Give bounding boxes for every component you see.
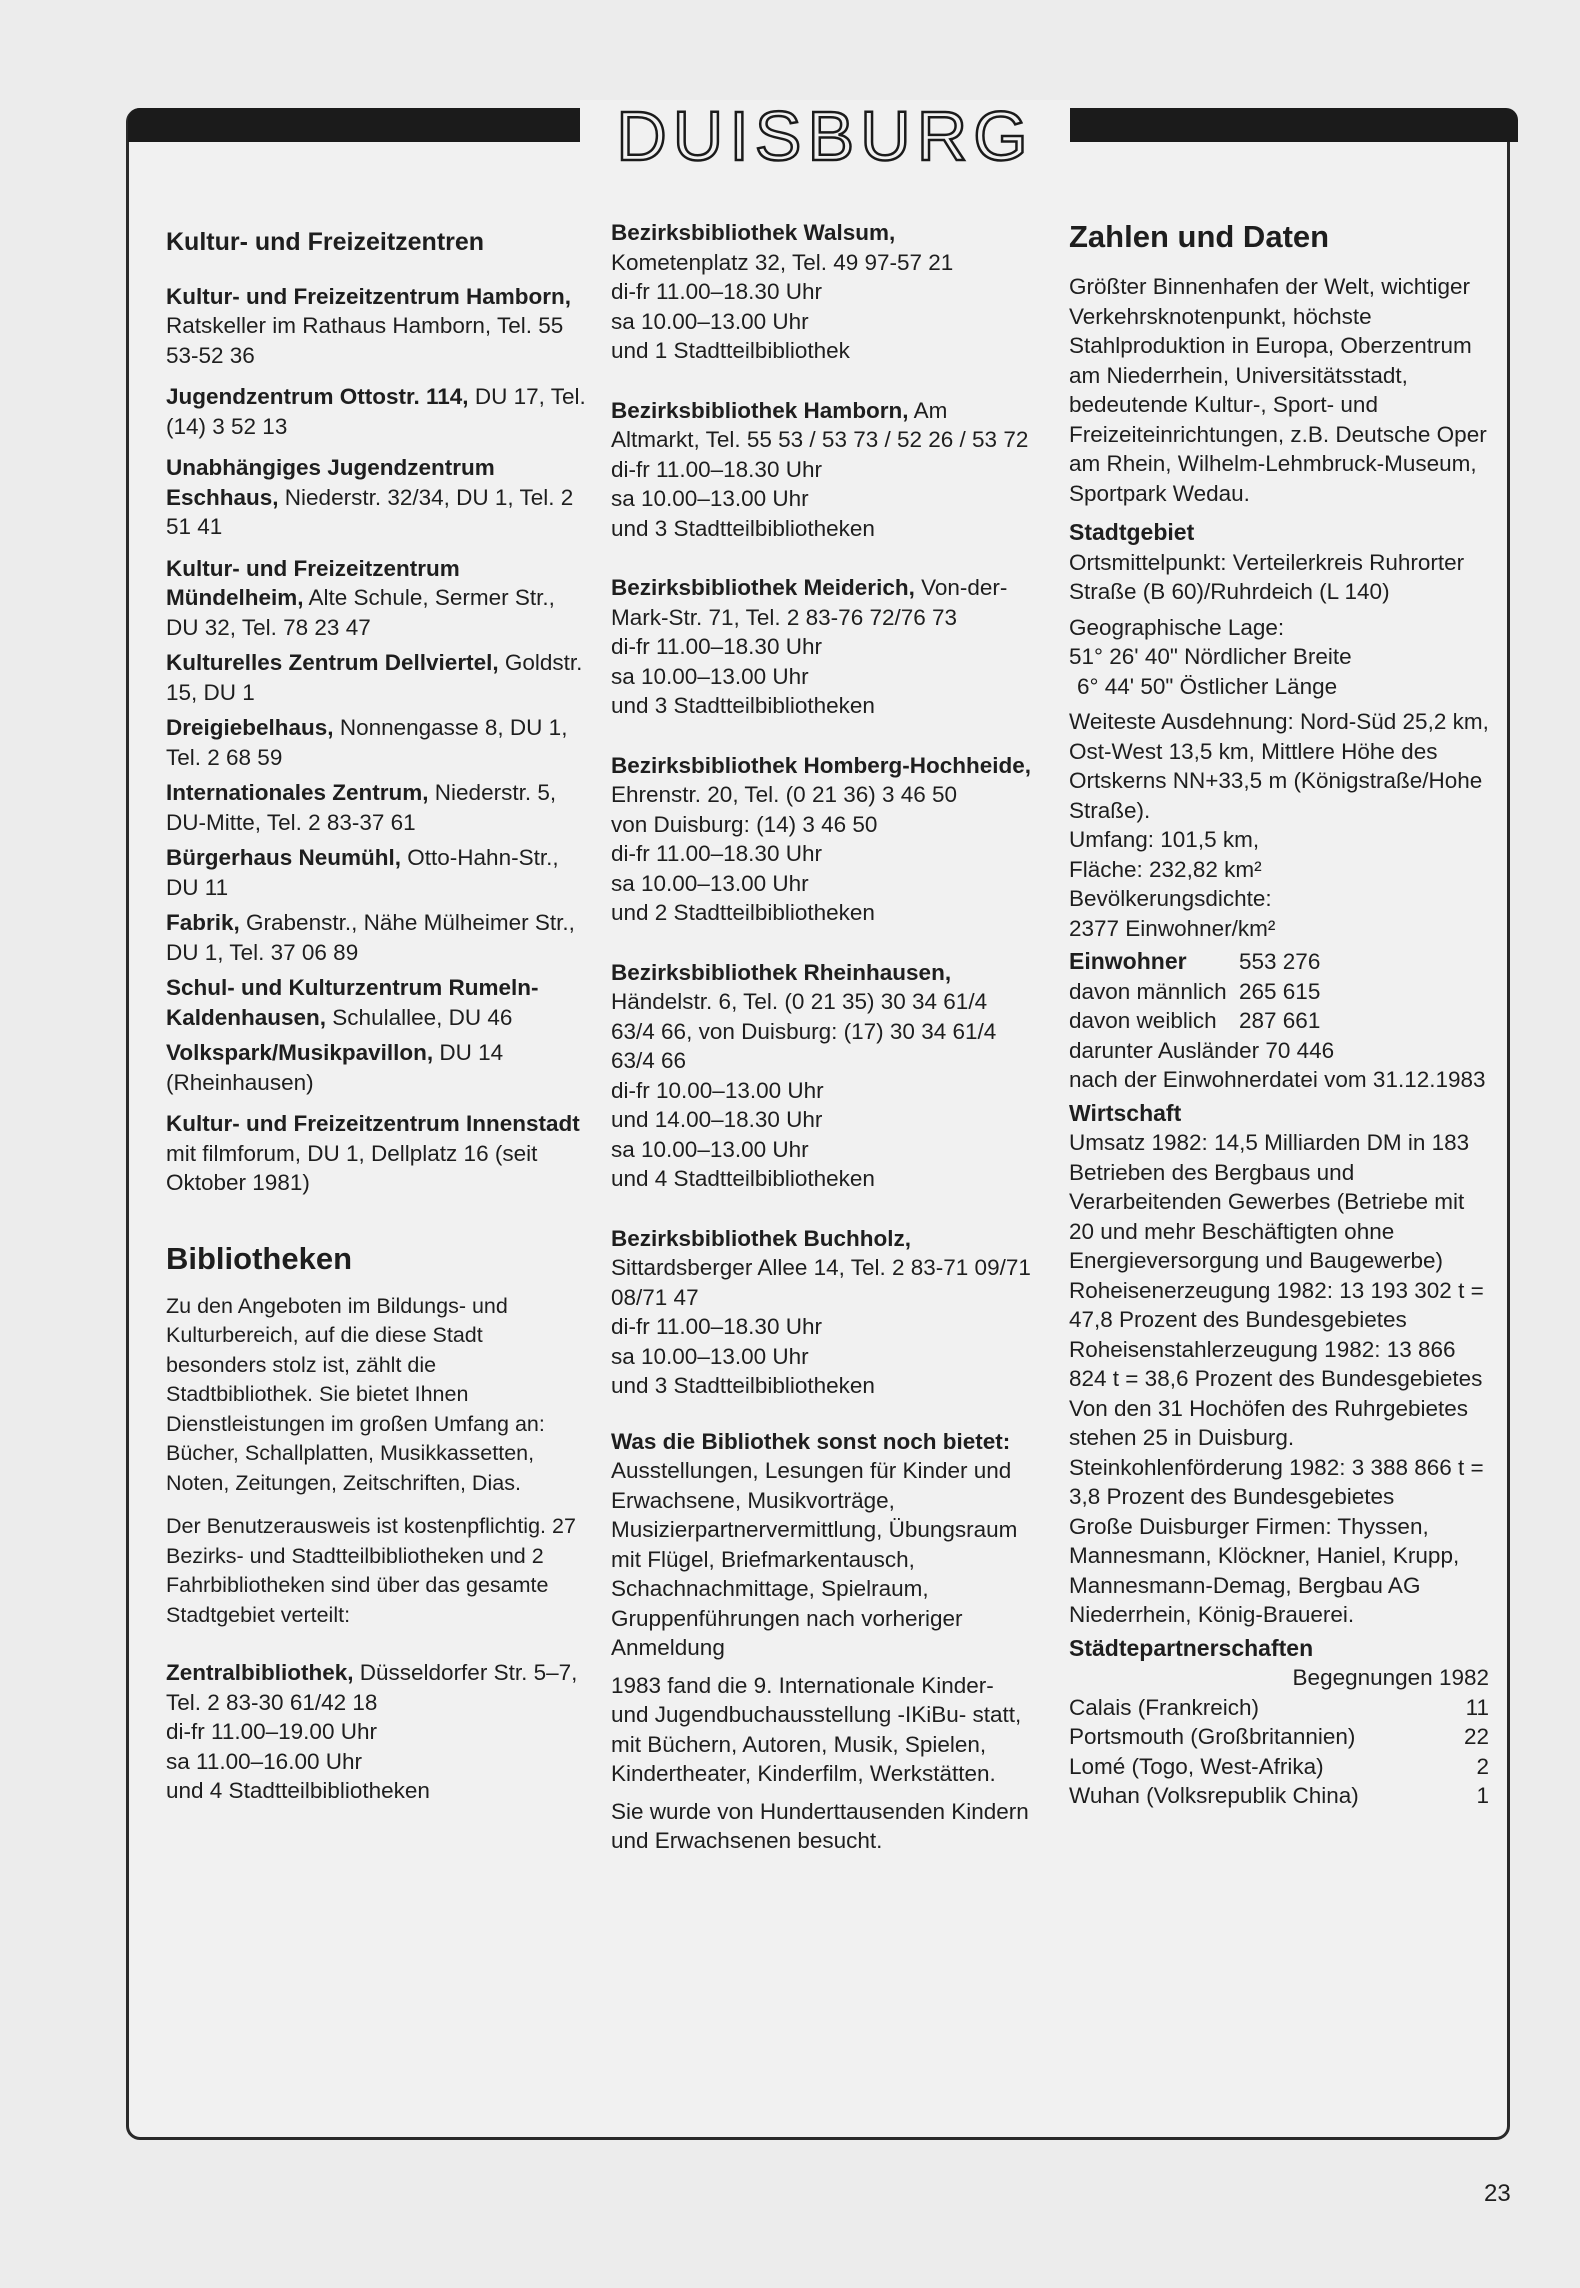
kultur-entry (166, 973, 586, 1032)
kultur-entry-name: Fabrik, (166, 910, 240, 935)
partner-city: Lomé (Togo, West-Afrika) (1069, 1753, 1324, 1779)
stadtgebiet-line: Geographische Lage: (1069, 614, 1285, 640)
wirtschaft-line: Roheisenerzeugung 1982: 13 193 302 t = 47,8 Prozent des Bundesgebietes (1069, 1277, 1484, 1332)
weiblich-label: davon weiblich (1069, 1008, 1217, 1033)
partner-city: Calais (Frankreich) (1069, 1694, 1260, 1720)
kultur-entry-name: Kultur- und Freizeitzentrum Hamborn, (166, 283, 571, 309)
branch-hours-line: und 3 Stadtteilbibliotheken (611, 1373, 875, 1398)
branch-entry (611, 218, 1037, 366)
branch-entry (611, 1224, 1037, 1401)
einwohner-table (1069, 947, 1489, 1095)
branch-hours-line: di-fr 11.00–18.30 Uhr (611, 279, 822, 304)
page-number: 23 (1484, 2180, 1511, 2207)
partner-count: 11 (1465, 1694, 1489, 1720)
branch-hours-line: von Duisburg: (14) 3 46 50 (611, 811, 878, 837)
stadtgebiet-line: Ortsmittelpunkt: Verteilerkreis Ruhrorter Straße (B 60)/Ruhrdeich (L 140) (1069, 549, 1465, 604)
zentral-address: Düsseldorfer Str. 5–7, Tel. 2 83-30 61/42 18 (166, 1660, 578, 1715)
kultur-entry-text: Otto-Hahn-Str., DU 11 (166, 845, 559, 900)
branch-hours-line: di-fr 11.00–18.30 Uhr (611, 634, 822, 659)
kultur-entry-text: Alte Schule, Sermer Str., DU 32, Tel. 78 23 47 (166, 585, 555, 640)
kultur-entry-name: Unabhängiges Jugendzentrum Eschhaus, (166, 455, 495, 510)
branch-entry (611, 751, 1037, 928)
stadtgebiet-line: 6° 44' 50" Östlicher Länge (1077, 673, 1338, 699)
zahlen-heading: Zahlen und Daten (1069, 219, 1330, 254)
kultur-entry (166, 713, 586, 772)
column-2 (611, 218, 1037, 1856)
partner-count: 22 (1463, 1724, 1489, 1749)
kultur-entry-text: Nonnengasse 8, DU 1, Tel. 2 68 59 (166, 715, 568, 770)
partner-row (1069, 1722, 1489, 1752)
partner-row (1069, 1693, 1489, 1723)
kultur-entry-text: DU 14 (Rheinhausen) (166, 1040, 504, 1095)
kultur-entry-text: Goldstr. 15, DU 1 (166, 650, 583, 705)
branch-hours-line: und 2 Stadtteilbibliotheken (611, 900, 875, 925)
branch-hours-line: sa 10.00–13.00 Uhr (611, 870, 809, 896)
partner-row (1069, 1781, 1489, 1811)
kultur-entry (166, 554, 586, 643)
zentral-hours (166, 1717, 586, 1806)
branch-address: Von-der-Mark-Str. 71, Tel. 2 83-76 72/76 73 (611, 575, 1008, 630)
wirtschaft-line: Große Duisburger Firmen: Thyssen, Mannesmann, Klöckner, Haniel, Krupp, Mannesmann-Demag, Bergbau AG Niederrhein, König-Brauerei. (1069, 1513, 1460, 1627)
kultur-entry-name: Dreigiebelhaus, (166, 715, 334, 740)
sonst-text: Ausstellungen, Lesungen für Kinder und Erwachsene, Musikvorträge, Musizierpartnervermittlung, Übungsraum mit Flügel, Briefmarkentausch, Schachnachmittage, Spielraum, Gruppenführungen nach vorheriger Anmeldung (611, 1458, 1018, 1660)
biblio-heading: Bibliotheken (166, 1240, 353, 1276)
partner-count: 1 (1476, 1783, 1489, 1808)
biblio-ausweis: Der Benutzerausweis ist kostenpflichtig. 27 Bezirks- und Stadtteilbibliotheken und 2 Fahrbibliotheken sind über das gesamte Stadtgebiet verteilt: (166, 1514, 576, 1627)
auslaender-line: darunter Ausländer 70 446 (1069, 1037, 1335, 1063)
branch-address: Ehrenstr. 20, Tel. (0 21 36) 3 46 50 (611, 782, 958, 807)
kultur-entry-text: mit filmforum, DU 1, Dellplatz 16 (seit Oktober 1981) (166, 1140, 538, 1195)
kultur-entry (166, 843, 586, 902)
partner-city: Wuhan (Volksrepublik China) (1069, 1783, 1359, 1808)
partner-list (1069, 1693, 1489, 1811)
zentralbibliothek (166, 1658, 586, 1806)
branch-entry (611, 958, 1037, 1194)
partner-city: Portsmouth (Großbritannien) (1069, 1724, 1356, 1749)
branch-entry (611, 396, 1037, 544)
branch-hours-line: und 1 Stadtteilbibliothek (611, 338, 850, 363)
kultur-entry (166, 1038, 586, 1097)
einwohner-note: nach der Einwohnerdatei vom 31.12.1983 (1069, 1067, 1486, 1092)
kultur-list (166, 282, 586, 1198)
partner-heading: Städtepartnerschaften (1069, 1634, 1314, 1661)
wirtschaft-line: Von den 31 Hochöfen des Ruhrgebietes stehen 25 in Duisburg. (1069, 1395, 1469, 1450)
branch-name: Bezirksbibliothek Homberg-Hochheide, (611, 752, 1032, 778)
maennlich-value: 265 615 (1239, 978, 1321, 1004)
kultur-entry-name: Kultur- und Freizeitzentrum Innenstadt (166, 1111, 580, 1136)
kultur-entry (166, 1109, 586, 1198)
ikibu-paragraph: 1983 fand die 9. Internationale Kinder- und Jugendbuchausstellung -IKiBu- statt, mit Büchern, Autoren, Musik, Spielen, Kindertheater, Kinderfilm, Werkstätten. (611, 1672, 1022, 1786)
einwohner-value: 553 276 (1239, 949, 1321, 974)
column-3 (1069, 218, 1489, 1811)
wirtschaft-line: Roheisenstahlerzeugung 1982: 13 866 824 t = 38,6 Prozent des Bundesgebietes (1069, 1336, 1483, 1391)
kultur-entry (166, 453, 586, 542)
branch-hours-line: di-fr 11.00–18.30 Uhr (611, 841, 822, 866)
kultur-heading: Kultur- und Freizeitzentren (166, 228, 485, 256)
wirtschaft-line: Steinkohlenförderung 1982: 3 388 866 t = 3,8 Prozent des Bundesgebietes (1069, 1454, 1484, 1509)
kultur-entry-name: Schul- und Kulturzentrum Rumeln-Kaldenhausen, (166, 975, 539, 1030)
kultur-entry (166, 648, 586, 707)
branch-hours-line: di-fr 11.00–18.30 Uhr (611, 456, 822, 482)
stadtgebiet-line: Weiteste Ausdehnung: Nord-Süd 25,2 km, Ost-West 13,5 km, Mittlere Höhe des Ortskerns NN+33,5 m (Königstraße/Hohe Straße). (1069, 709, 1489, 823)
kultur-entry-name: Internationales Zentrum, (166, 780, 429, 805)
partner-row (1069, 1752, 1489, 1782)
kultur-entry-name: Jugendzentrum Ottostr. 114, (166, 384, 469, 409)
besucht-paragraph: Sie wurde von Hunderttausenden Kindern und Erwachsenen besucht. (611, 1798, 1029, 1853)
sonst-block (611, 1427, 1037, 1663)
branch-hours-line: sa 10.00–13.00 Uhr (611, 486, 809, 511)
column-1 (166, 218, 586, 1806)
branch-address: Händelstr. 6, Tel. (0 21 35) 30 34 61/4 63/4 66, von Duisburg: (17) 30 34 61/4 63/4 66 (611, 989, 997, 1073)
stadtgebiet-list (1069, 548, 1489, 944)
kultur-entry-name: Kulturelles Zentrum Dellviertel, (166, 650, 499, 675)
zentral-hours-line: und 4 Stadtteilbibliotheken (166, 1778, 430, 1803)
partner-count: 2 (1476, 1753, 1489, 1779)
kultur-entry (166, 778, 586, 837)
branch-hours-line: sa 10.00–13.00 Uhr (611, 1343, 809, 1369)
branch-address: Am Altmarkt, Tel. 55 53 / 53 73 / 52 26 / 53 72 (611, 397, 1029, 452)
branch-hours-line: sa 10.00–13.00 Uhr (611, 1136, 809, 1162)
biblio-intro: Zu den Angeboten im Bildungs- und Kulturbereich, auf die diese Stadt besonders stolz ist, zählt die Stadtbibliothek. Sie bietet Ihnen Dienstleistungen im großen Umfang an: Bücher, Schallplatten, Musikkassetten, Noten, Zeitungen, Zeitschriften, Dias. (166, 1293, 545, 1495)
kultur-entry-text: Grabenstr., Nähe Mülheimer Str., DU 1, Tel. 37 06 89 (166, 910, 575, 965)
branch-hours-line: und 3 Stadtteilbibliotheken (611, 515, 875, 541)
wirtschaft-heading: Wirtschaft (1069, 1099, 1182, 1126)
stadtgebiet-line: Fläche: 232,82 km² (1069, 856, 1262, 882)
page-title: DUISBURG (616, 97, 1034, 175)
branch-address: Kometenplatz 32, Tel. 49 97-57 21 (611, 249, 954, 275)
einwohner-label: Einwohner (1069, 948, 1187, 974)
kultur-entry-text: Niederstr. 32/34, DU 1, Tel. 2 51 41 (166, 484, 574, 539)
branch-hours-line: und 4 Stadtteilbibliotheken (611, 1166, 875, 1191)
branch-hours-line: di-fr 11.00–18.30 Uhr (611, 1314, 822, 1339)
sonst-heading: Was die Bibliothek sonst noch bietet: (611, 1428, 1011, 1454)
kultur-entry (166, 908, 586, 967)
branch-name: Bezirksbibliothek Rheinhausen, (611, 959, 952, 985)
kultur-entry-name: Volkspark/Musikpavillon, (166, 1040, 434, 1065)
maennlich-label: davon männlich (1069, 978, 1227, 1004)
stadtgebiet-line: Umfang: 101,5 km, (1069, 827, 1260, 852)
kultur-entry (166, 382, 586, 441)
branch-hours-line: di-fr 10.00–13.00 Uhr (611, 1077, 824, 1103)
partner-column-label: Begegnungen 1982 (1292, 1665, 1489, 1690)
branch-name: Bezirksbibliothek Buchholz, (611, 1225, 912, 1251)
kultur-entry-text: DU 17, Tel. (14) 3 52 13 (166, 384, 586, 439)
branch-hours-line: und 14.00–18.30 Uhr (611, 1107, 823, 1132)
title-block (580, 97, 1070, 175)
weiblich-value: 287 661 (1239, 1008, 1321, 1033)
stadtgebiet-line: 2377 Einwohner/km² (1069, 915, 1276, 941)
zahlen-intro: Größter Binnenhafen der Welt, wichtiger Verkehrsknotenpunkt, höchste Stahlproduktion in Europa, Oberzentrum am Niederrhein, Universitätsstadt, bedeutende Kultur-, Sport- und Freizeiteinrichtungen, z.B. Deutsche Oper am Rhein, Wilhelm-Lehmbruck-Museum, Sportpark Wedau. (1069, 274, 1487, 506)
kultur-entry-text: Niederstr. 5, DU-Mitte, Tel. 2 83-37 61 (166, 780, 557, 835)
kultur-entry (166, 282, 586, 371)
zentral-hours-line: sa 11.00–16.00 Uhr (166, 1748, 362, 1774)
branch-hours-line: und 3 Stadtteilbibliotheken (611, 693, 875, 718)
kultur-entry-name: Bürgerhaus Neumühl, (166, 845, 402, 870)
kultur-entry-text: Schulallee, DU 46 (326, 1004, 513, 1030)
zentral-name: Zentralbibliothek, (166, 1660, 354, 1685)
branch-address: Sittardsberger Allee 14, Tel. 2 83-71 09/71 08/71 47 (611, 1255, 1031, 1310)
stadtgebiet-line: Bevölkerungsdichte: (1069, 886, 1272, 911)
branch-name: Bezirksbibliothek Walsum, (611, 220, 896, 245)
branch-hours-line: sa 10.00–13.00 Uhr (611, 308, 809, 334)
branch-name: Bezirksbibliothek Hamborn, (611, 397, 909, 423)
branch-list (611, 218, 1037, 1401)
wirtschaft-list (1069, 1128, 1489, 1630)
kultur-entry-text: Ratskeller im Rathaus Hamborn, Tel. 55 53-52 36 (166, 313, 564, 368)
branch-entry (611, 573, 1037, 721)
branch-hours-line: sa 10.00–13.00 Uhr (611, 663, 809, 689)
zentral-hours-line: di-fr 11.00–19.00 Uhr (166, 1719, 377, 1744)
wirtschaft-line: Umsatz 1982: 14,5 Milliarden DM in 183 Betrieben des Bergbaus und Verarbeitenden Gewerbes (Betriebe mit 20 und mehr Beschäftigten ohne Energieversorgung und Baugewerbe) (1069, 1130, 1470, 1273)
kultur-entry-name: Kultur- und Freizeitzentrum Mündelheim, (166, 555, 460, 610)
branch-name: Bezirksbibliothek Meiderich, (611, 575, 915, 600)
stadtgebiet-line: 51° 26' 40" Nördlicher Breite (1069, 644, 1352, 669)
stadtgebiet-heading: Stadtgebiet (1069, 519, 1195, 545)
